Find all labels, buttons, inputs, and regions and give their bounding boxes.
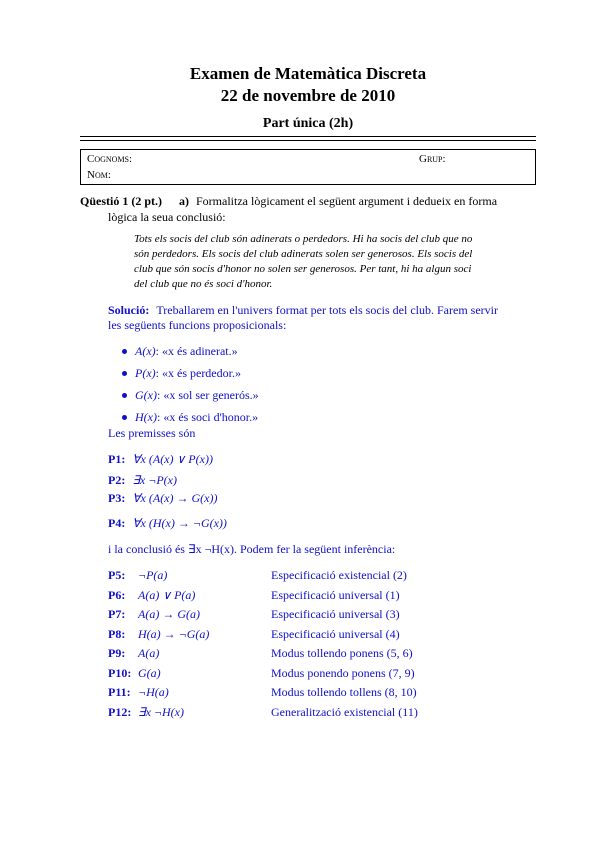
formula-text: H(a) → ¬G(a) xyxy=(138,626,210,641)
formula-text: ∃x ¬H(x) xyxy=(138,704,184,719)
solution-label: Solució: xyxy=(108,303,150,317)
premise-row xyxy=(108,516,227,531)
text: : «x sol ser generós.» xyxy=(156,388,259,402)
premise-row xyxy=(108,452,213,467)
student-id-box xyxy=(80,149,536,185)
premise-label: P3: xyxy=(108,491,126,505)
argument-block xyxy=(134,232,534,292)
table-row xyxy=(108,664,538,684)
table-row xyxy=(108,625,538,645)
bullet-icon xyxy=(122,393,127,398)
text: Modus ponendo ponens (7, 9) xyxy=(271,665,415,680)
solution-intro-1: Treballarem en l'univers format per tots els socis del club. Farem servir xyxy=(156,303,498,317)
text: Modus tollendo ponens (5, 6) xyxy=(271,646,413,660)
group-label: Grup: xyxy=(419,153,446,165)
formula-text: A(a) xyxy=(138,646,160,660)
text: Generalització existencial (11) xyxy=(271,704,418,719)
text: P6: xyxy=(108,587,126,602)
text: P7: xyxy=(108,607,126,621)
name-label: Nom: xyxy=(87,169,111,181)
text: Modus tollendo tollens (8, 10) xyxy=(271,685,417,699)
text: P12: xyxy=(108,704,132,719)
solution-intro-2: les següents funcions proposicionals: xyxy=(108,318,287,332)
formula-text: ¬H(a) xyxy=(138,685,169,699)
conclusion-line: i la conclusió és ∃x ¬H(x). Podem fer la següent inferència: xyxy=(108,542,396,556)
argument-line: club que són socis d'honor no solen ser generosos. Per tant, hi ha algun soci xyxy=(134,263,472,275)
text: : «x és perdedor.» xyxy=(155,366,241,380)
premise-row xyxy=(108,473,177,488)
list-item xyxy=(122,340,259,362)
formula-text: A(x) xyxy=(135,344,156,358)
exam-part: Part única (2h) xyxy=(262,116,354,131)
functions-list xyxy=(122,340,259,428)
premise-expr: ∀x (A(x) → G(x)) xyxy=(132,491,218,505)
question-line-1 xyxy=(80,193,540,209)
list-item xyxy=(122,384,259,406)
exam-date: 22 de novembre de 2010 xyxy=(220,86,396,105)
table-row xyxy=(108,683,538,703)
text: : «x és adinerat.» xyxy=(155,344,238,358)
table-row xyxy=(108,566,538,586)
text: P8: xyxy=(108,626,126,641)
divider-top xyxy=(80,136,536,137)
premise-expr: ∃x ¬P(x) xyxy=(132,473,177,487)
formula-text: G(a) xyxy=(138,665,161,680)
text: : «x és soci d'honor.» xyxy=(156,410,259,424)
text: P11: xyxy=(108,685,131,699)
argument-line: del club que no és soci d'honor. xyxy=(134,278,273,290)
table-row xyxy=(108,586,538,606)
bullet-icon xyxy=(122,415,127,420)
table-row xyxy=(108,644,538,664)
question-item: a) xyxy=(179,194,189,208)
inference-table xyxy=(108,566,538,722)
text: P9: xyxy=(108,646,126,660)
question-statement-1: Formalitza lògicament el següent argument i dedueix en forma xyxy=(196,194,498,208)
premise-label: P4: xyxy=(108,516,126,530)
argument-line: Tots els socis del club són adinerats o perdedors. Hi ha socis del club que no xyxy=(134,233,473,245)
surnames-label: Cognoms: xyxy=(87,153,133,165)
formula-text: H(x) xyxy=(135,410,157,424)
formula-text: G(x) xyxy=(135,388,157,402)
premise-expr: ∀x (A(x) ∨ P(x)) xyxy=(132,452,213,466)
text: Especificació universal (3) xyxy=(271,607,400,621)
premise-expr: ∀x (H(x) → ¬G(x)) xyxy=(132,516,227,530)
formula-text: ¬P(a) xyxy=(138,568,168,582)
divider-top-2 xyxy=(80,140,536,141)
text: P5: xyxy=(108,568,126,582)
formula-text: A(a) ∨ P(a) xyxy=(138,587,196,602)
premise-row xyxy=(108,491,218,506)
premise-label: P1: xyxy=(108,452,126,466)
text: Especificació universal (4) xyxy=(271,626,400,641)
text: Especificació existencial (2) xyxy=(271,568,407,582)
question-label: Qüestió 1 (2 pt.) xyxy=(80,194,162,208)
text: Especificació universal (1) xyxy=(271,587,400,602)
list-item xyxy=(122,406,259,428)
text: P10: xyxy=(108,665,132,680)
question-statement-2: lògica la seua conclusió: xyxy=(108,210,226,224)
formula-text: A(a) → G(a) xyxy=(138,607,200,621)
bullet-icon xyxy=(122,349,127,354)
bullet-icon xyxy=(122,371,127,376)
table-row xyxy=(108,703,538,723)
premise-label: P2: xyxy=(108,473,126,487)
list-item xyxy=(122,362,259,384)
premises-intro: Les premisses són xyxy=(108,426,196,440)
solution-intro xyxy=(108,302,538,318)
argument-line: són perdedors. Els socis del club adinerats solen ser generosos. Els socis del xyxy=(134,248,473,260)
formula-text: P(x) xyxy=(135,366,156,380)
exam-title: Examen de Matemàtica Discreta xyxy=(189,64,427,83)
table-row xyxy=(108,605,538,625)
